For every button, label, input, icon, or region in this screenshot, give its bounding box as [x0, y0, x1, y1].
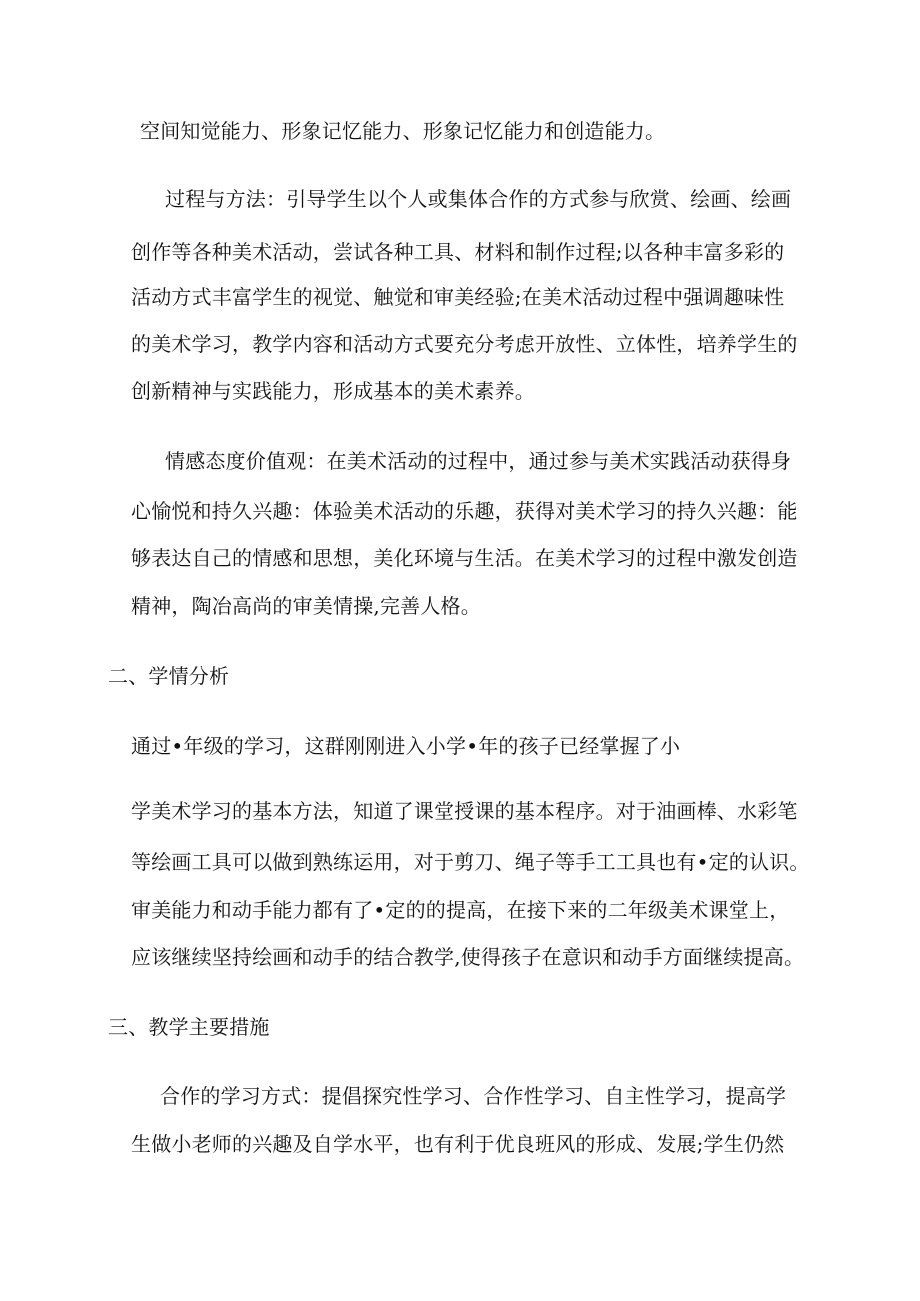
- process-line-3: 活动方式丰富学生的视觉、触觉和审美经验;在美术活动过程中强调趣味性: [131, 285, 785, 309]
- emotion-line-1: 情感态度价值观：在美术活动的过程中，通过参与美术实践活动获得身: [165, 449, 792, 473]
- emotion-line-3: 够表达自己的情感和思想，美化环境与生活。在美术学习的过程中激发创造: [131, 546, 798, 570]
- analysis-line-1: 学美术学习的基本方法，知道了课堂授课的基本程序。对于油画棒、水彩笔: [131, 799, 798, 823]
- analysis-line-4: 应该继续坚持绘画和动手的结合教学,使得孩子在意识和动手方面继续提高。: [131, 945, 805, 969]
- analysis-line-2: 等绘画工具可以做到熟练运用，对于剪刀、绳子等手工工具也有•定的认识。: [131, 850, 810, 874]
- emotion-line-4: 精神，陶冶高尚的审美情操,完善人格。: [131, 594, 481, 618]
- process-line-2: 创作等各种美术活动，尝试各种工具、材料和制作过程;以各种丰富多彩的: [131, 240, 785, 264]
- process-line-5: 创新精神与实践能力，形成基本的美术素养。: [131, 379, 535, 403]
- analysis-line-3: 审美能力和动手能力都有了•定的的提高，在接下来的二年级美术课堂上，: [131, 898, 790, 922]
- intro-line: 空间知觉能力、形象记忆能力、形象记忆能力和创造能力。: [140, 119, 666, 143]
- measures-line-2: 生做小老师的兴趣及自学水平，也有利于优良班风的形成、发展;学生仍然: [131, 1132, 785, 1156]
- section-three-heading: 三、教学主要措施: [108, 1015, 270, 1039]
- measures-line-1: 合作的学习方式：提倡探究性学习、合作性学习、自主性学习，提高学: [160, 1084, 787, 1108]
- process-line-4: 的美术学习，教学内容和活动方式要充分考虑开放性、立体性，培养学生的: [131, 332, 798, 356]
- section-two-heading: 二、学情分析: [108, 664, 230, 688]
- analysis-first-line: 通过•年级的学习，这群刚刚进入小学•年的孩子已经掌握了小: [131, 734, 681, 758]
- process-line-1: 过程与方法：引导学生以个人或集体合作的方式参与欣赏、绘画、绘画: [165, 187, 792, 211]
- emotion-line-2: 心愉悦和持久兴趣：体验美术活动的乐趣，获得对美术学习的持久兴趣：能: [131, 499, 798, 523]
